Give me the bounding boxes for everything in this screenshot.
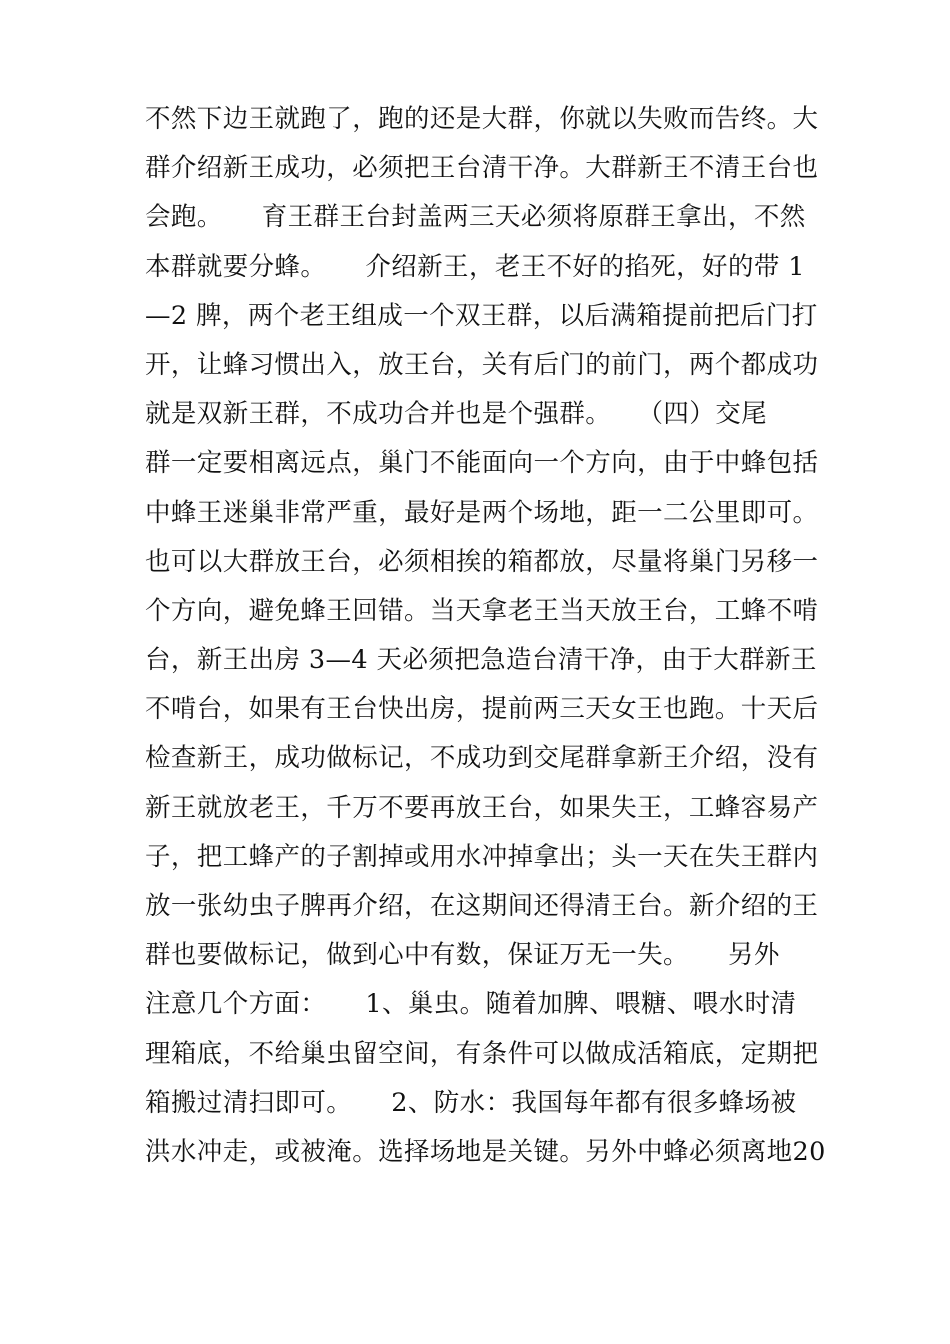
- text-line: 理箱底，不给巢虫留空间，有条件可以做成活箱底，定期把: [145, 1038, 819, 1069]
- text-line: 就是双新王群，不成功合并也是个强群。 （四）交尾: [145, 399, 768, 430]
- text-line: 新王就放老王，千万不要再放王台，如果失王，工蜂容易产: [145, 792, 819, 823]
- text-line: 会跑。 育王群王台封盖两三天必须将原群王拿出，不然: [145, 202, 806, 233]
- text-line: 台，新王出房 3—4 天必须把急造台清干净，由于大群新王: [145, 645, 817, 676]
- text-line: 群一定要相离远点，巢门不能面向一个方向，由于中蜂包括: [145, 448, 819, 479]
- text-line: 放一张幼虫子脾再介绍，在这期间还得清王台。新介绍的王: [145, 891, 819, 921]
- text-line: 群介绍新王成功，必须把王台清干净。大群新王不清王台也: [145, 153, 819, 184]
- body-text: [145, 95, 826, 1177]
- text-line: 不啃台，如果有王台快出房，提前两三天女王也跑。十天后: [145, 694, 819, 725]
- text-line: 个方向，避免蜂王回错。当天拿老王当天放王台，工蜂不啃: [145, 595, 819, 626]
- text-line: 群也要做标记，做到心中有数，保证万无一失。 另外: [145, 940, 780, 971]
- text-line: 注意几个方面： 1、巢虫。随着加脾、喂糖、喂水时清: [145, 989, 797, 1020]
- text-line: 子，把工蜂产的子割掉或用水冲掉拿出；头一天在失王群内: [145, 841, 819, 872]
- text-line: 检查新王，成功做标记，不成功到交尾群拿新王介绍，没有: [145, 743, 819, 774]
- text-line: 洪水冲走，或被淹。选择场地是关键。另外中蜂必须离地20: [145, 1136, 826, 1167]
- text-line: 也可以大群放王台，必须相挨的箱都放，尽量将巢门另移一: [145, 546, 819, 577]
- text-line: 不然下边王就跑了，跑的还是大群，你就以失败而告终。大: [145, 104, 819, 134]
- text-line: —2 脾，两个老王组成一个双王群，以后满箱提前把后门打: [145, 300, 818, 331]
- text-line: 箱搬过清扫即可。 2、防水：我国每年都有很多蜂场被: [145, 1087, 797, 1118]
- text-line: 开，让蜂习惯出入，放王台，关有后门的前门，两个都成功: [145, 349, 819, 380]
- text-line: 本群就要分蜂。 介绍新王，老王不好的掐死，好的带 1: [145, 251, 805, 282]
- text-line: 中蜂王迷巢非常严重，最好是两个场地，距一二公里即可。: [145, 497, 819, 528]
